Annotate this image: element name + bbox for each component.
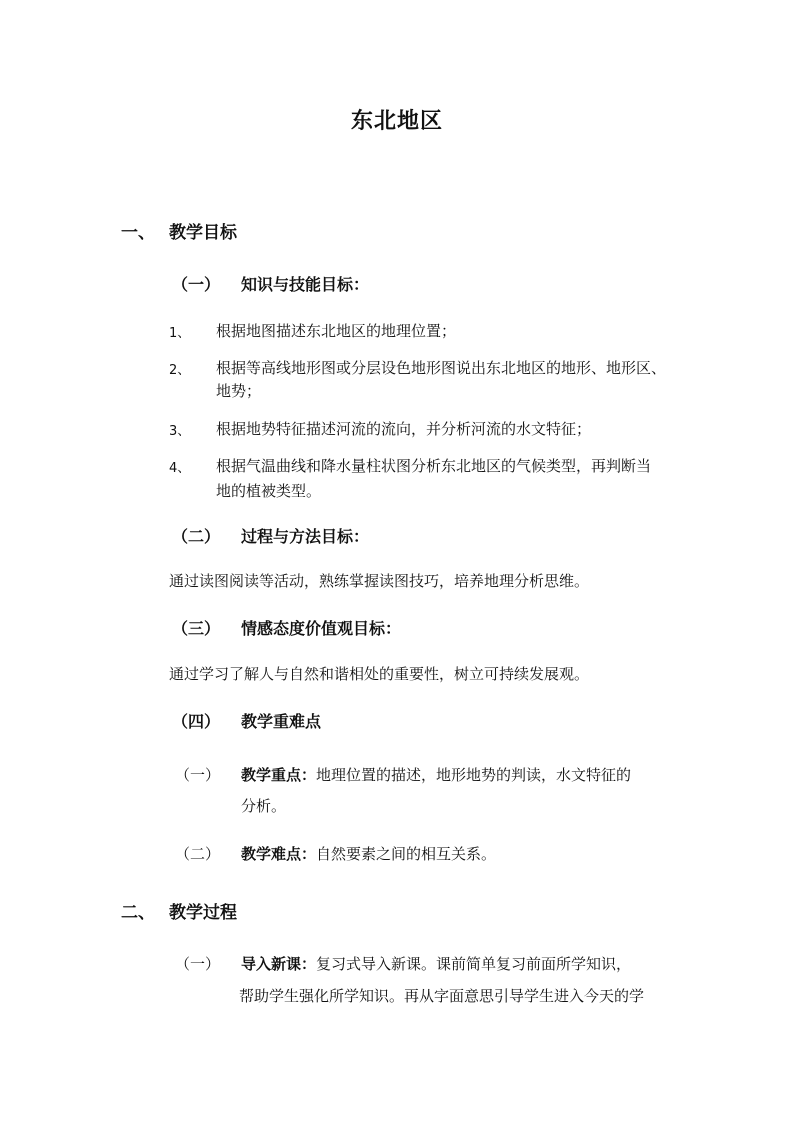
- list-item-text: 根据等高线地形图或分层设色地形图说出东北地区的地形、地形区、: [216, 359, 667, 377]
- paragraph: 通过读图阅读等活动，熟练掌握读图技巧，培养地理分析思维。: [169, 572, 590, 590]
- point-number: （二）: [175, 845, 221, 863]
- subsection-number: （一）: [172, 275, 221, 294]
- difficult-point-text: 自然要素之间的相互关系。: [316, 845, 497, 863]
- list-item-number: 3、: [169, 424, 191, 439]
- intro-line: [241, 953, 631, 974]
- subsection-number: （四）: [172, 712, 221, 731]
- list-item-text: 根据地图描述东北地区的地理位置；: [216, 322, 457, 340]
- list-item-text: 根据地势特征描述河流的流向，并分析河流的水文特征；: [216, 420, 592, 438]
- page-title: 东北地区: [350, 109, 443, 134]
- difficult-point-label: 教学难点：: [241, 845, 317, 863]
- section-number: 二、: [121, 903, 155, 923]
- paragraph: 通过学习了解人与自然和谐相处的重要性，树立可持续发展观。: [169, 665, 590, 683]
- point-number: （一）: [175, 766, 221, 784]
- subsection-heading: 过程与方法目标：: [241, 527, 370, 546]
- key-point-label: 教学重点：: [241, 766, 317, 784]
- subsection-heading: 教学重难点: [241, 712, 322, 731]
- subsection-heading: 情感态度价值观目标：: [241, 619, 402, 638]
- intro-text: 复习式导入新课。课前简单复习前面所学知识，: [316, 955, 632, 973]
- subsection-heading: 知识与技能目标：: [241, 275, 370, 294]
- intro-cont: 帮助学生强化所学知识。再从字面意思引导学生进入今天的学: [239, 987, 645, 1005]
- subsection-number: （二）: [172, 527, 221, 546]
- key-point-text: 地理位置的描述，地形地势的判读，水文特征的: [316, 766, 632, 784]
- difficult-point-line: [241, 843, 496, 864]
- section-number: 一、: [121, 223, 155, 243]
- list-item-text-cont: 地势；: [216, 382, 262, 400]
- list-item-text-cont: 地的植被类型。: [216, 482, 322, 500]
- intro-label: 导入新课：: [241, 955, 317, 973]
- section-heading: 教学过程: [169, 903, 237, 923]
- list-item-number: 4、: [169, 461, 191, 476]
- section-heading: 教学目标: [169, 223, 237, 243]
- list-item-number: 1、: [169, 326, 191, 341]
- list-item-text: 根据气温曲线和降水量柱状图分析东北地区的气候类型，再判断当: [216, 457, 652, 475]
- key-point-cont: 分析。: [241, 797, 287, 815]
- subsection-number: （三）: [172, 619, 221, 638]
- point-number: （一）: [175, 955, 221, 973]
- list-item-number: 2、: [169, 363, 191, 378]
- key-point-line: [241, 764, 631, 785]
